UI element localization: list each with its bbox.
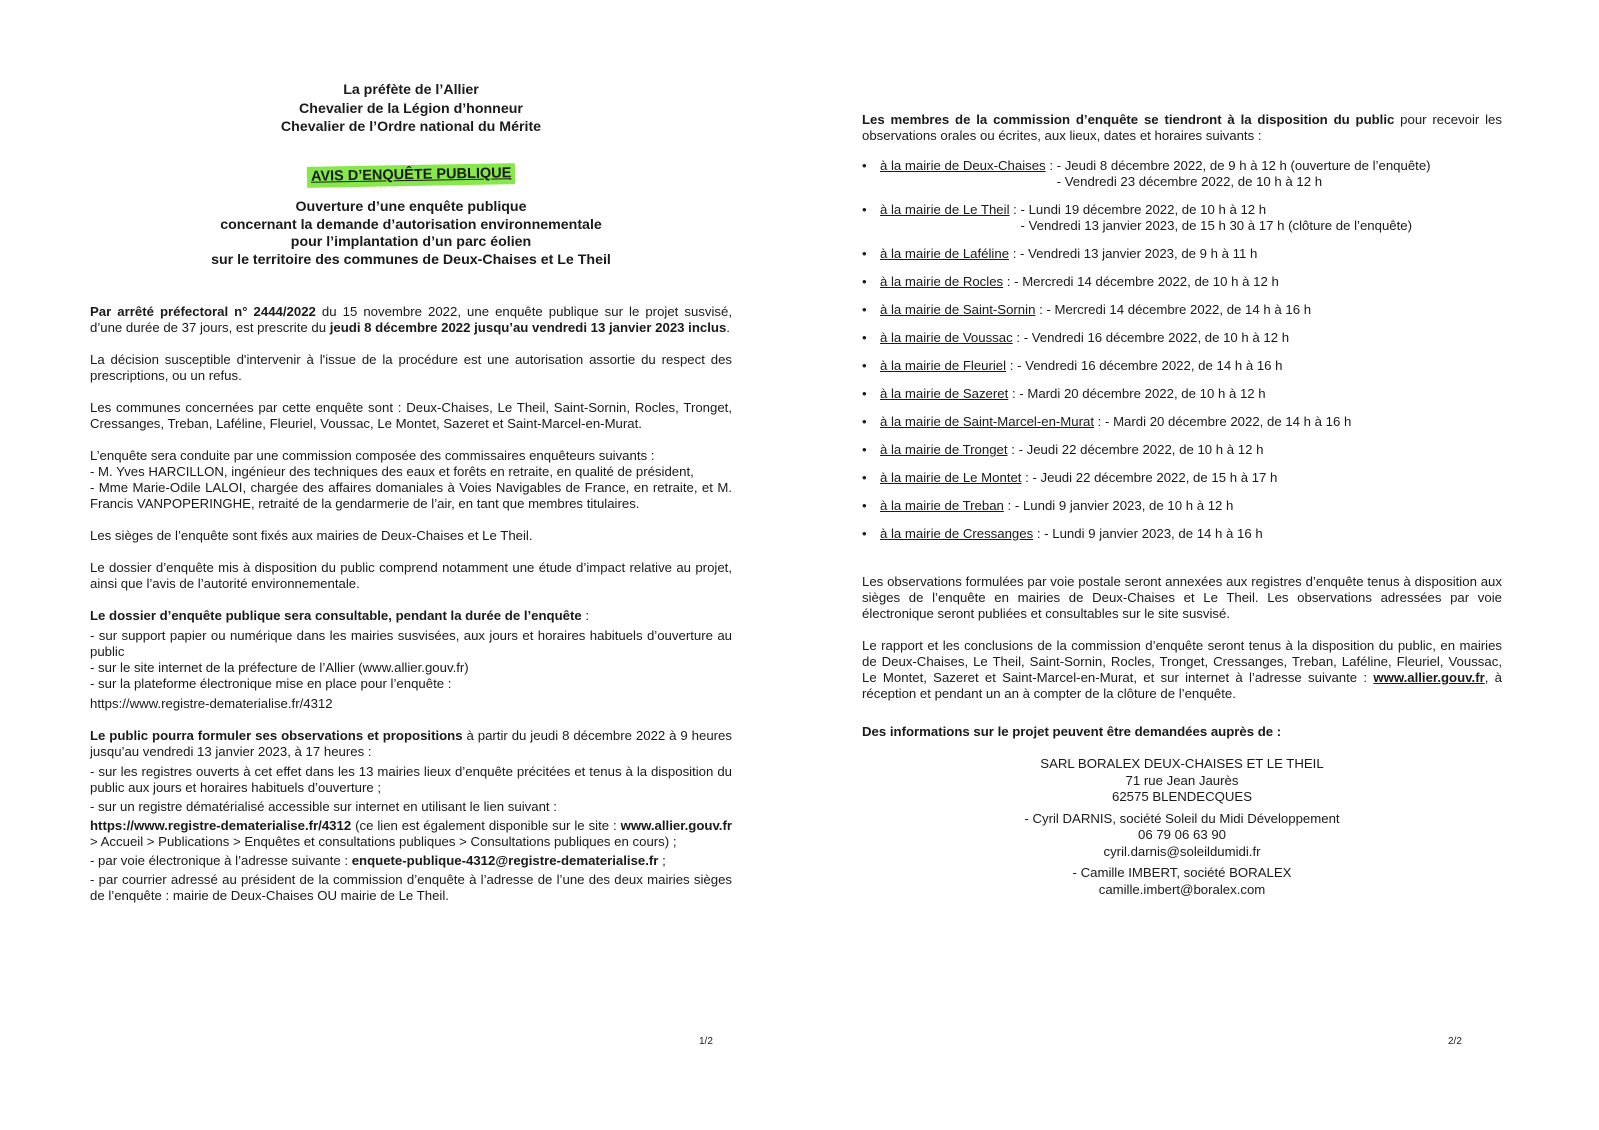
schedule-separator: :	[1012, 330, 1024, 345]
schedule-slot: - Lundi 9 janvier 2023, de 10 h à 12 h	[1014, 498, 1234, 513]
schedule-mairie: à la mairie de Tronget	[880, 442, 1008, 457]
bullet-icon: •	[862, 414, 867, 429]
allier-link[interactable]: www.allier.gouv.fr	[620, 818, 732, 833]
bullet-icon: •	[862, 470, 867, 485]
issuer-header	[90, 81, 732, 136]
contact-email[interactable]: camille.imbert@boralex.com	[1098, 881, 1266, 897]
public-item-text: (ce lien est également disponible sur le site :	[351, 818, 621, 833]
contact-line: - Cyril DARNIS, société Soleil du Midi Développement	[1024, 810, 1340, 826]
bullet-icon: •	[862, 498, 867, 513]
consult-link[interactable]: https://www.registre-dematerialise.fr/4312	[90, 696, 333, 711]
public-item: - sur un registre dématérialisé accessible sur internet en utilisant le lien suivant :	[90, 799, 557, 814]
schedule-row	[862, 414, 1502, 430]
schedule-slots	[1020, 246, 1257, 262]
rapport-text: , à réception et pendant un an à compter de la clôture de l’enquête.	[862, 670, 1502, 701]
bullet-icon: •	[862, 386, 867, 401]
avis-title: AVIS D’ENQUÊTE PUBLIQUE	[307, 163, 516, 188]
schedule-row	[862, 202, 1502, 234]
public-item-text: - par voie électronique à l’adresse suivante :	[90, 853, 352, 868]
schedule-row	[862, 158, 1502, 190]
bullet-icon: •	[862, 158, 867, 173]
subtitle-line: sur le territoire des communes de Deux-Chaises et Le Theil	[211, 251, 611, 268]
decision-paragraph: La décision susceptible d'intervenir à l'issue de la procédure est une autorisation assortie du respect des prescriptions, ou un refus.	[90, 352, 732, 383]
page-number: 1/2	[699, 1036, 713, 1047]
schedule-mairie: à la mairie de Voussac	[880, 330, 1013, 345]
schedule-slots	[1017, 358, 1282, 374]
rapport-paragraph	[862, 638, 1502, 702]
page-number: 2/2	[1448, 1036, 1462, 1047]
dossier-paragraph: Le dossier d’enquête mis à disposition du public comprend notamment une étude d’impact relative au projet, ainsi que l’avis de l’autorité environnementale.	[90, 560, 732, 591]
subtitle-line: Ouverture d’une enquête publique	[295, 199, 527, 215]
consult-heading-tail: :	[581, 608, 590, 623]
schedule-slot: - Mardi 20 décembre 2022, de 10 h à 12 h	[1019, 386, 1266, 401]
schedule-separator: :	[1008, 386, 1020, 401]
schedule-slot: - Vendredi 13 janvier 2023, de 9 h à 11 h	[1020, 246, 1258, 261]
arrete-dates: jeudi 8 décembre 2022 jusqu’au vendredi 13 janvier 2023 inclus	[329, 320, 727, 335]
rapport-text: Le rapport et les conclusions de la commission d’enquête seront tenus à la disposition du public, en mairies de Deux-Chaises, Le Theil, Saint-Sornin, Rocles, Tronget, Cressanges, Treban, Laféline, Fleuriel, Voussac, Le Montet, Sazeret et Saint-Marcel-en-Murat, et sur internet à l’adresse suivante :	[862, 638, 1502, 685]
bullet-icon: •	[862, 358, 867, 373]
schedule-slot: - Jeudi 22 décembre 2022, de 10 h à 12 h	[1018, 442, 1264, 457]
bullet-icon: •	[862, 274, 867, 289]
schedule-row	[862, 358, 1502, 374]
bullet-icon: •	[862, 330, 867, 345]
schedule-mairie: à la mairie de Rocles	[880, 274, 1004, 289]
header-line: Chevalier de la Légion d’honneur	[299, 101, 523, 117]
schedule-mairie: à la mairie de Cressanges	[880, 526, 1034, 541]
schedule-row	[862, 302, 1502, 318]
sieges-paragraph: Les sièges de l’enquête sont fixés aux mairies de Deux-Chaises et Le Theil.	[90, 528, 533, 543]
schedule-separator: :	[1009, 246, 1021, 261]
public-item-email	[90, 853, 732, 869]
company-line: 71 rue Jean Jaurès	[1125, 772, 1239, 788]
schedule-row	[862, 274, 1502, 290]
schedule-mairie: à la mairie de Le Montet	[880, 470, 1022, 485]
schedule-slots	[1044, 526, 1263, 542]
public-item-text: ;	[658, 853, 666, 868]
schedule-slots	[1057, 158, 1431, 190]
schedule-row	[862, 442, 1502, 458]
schedule-mairie: à la mairie de Laféline	[880, 246, 1010, 261]
schedule-slot: - Lundi 9 janvier 2023, de 14 h à 16 h	[1044, 526, 1263, 541]
page-1	[90, 0, 732, 904]
company-line: 62575 BLENDECQUES	[1111, 789, 1252, 804]
rapport-link[interactable]: www.allier.gouv.fr	[1373, 670, 1485, 685]
schedule-separator: :	[1035, 302, 1047, 317]
consult-item: - sur support papier ou numérique dans les mairies susvisées, aux jours et horaires habituels d’ouverture au public	[90, 628, 732, 659]
schedule-mairie: à la mairie de Fleuriel	[880, 358, 1007, 373]
company-line: SARL BORALEX DEUX-CHAISES ET LE THEIL	[1040, 756, 1324, 771]
arrete-end: .	[726, 320, 730, 335]
schedule-separator: :	[1045, 158, 1057, 173]
info-title: Des informations sur le projet peuvent être demandées auprès de :	[862, 724, 1282, 739]
communes-paragraph: Les communes concernées par cette enquête sont : Deux-Chaises, Le Theil, Saint-Sornin, Rocles, Tronget, Cressanges, Treban, Laféline, Fleuriel, Voussac, Le Montet, Sazeret et Saint-Marcel-en-Murat.	[90, 400, 732, 431]
schedule-row	[862, 498, 1502, 514]
schedule-slot: - Lundi 19 décembre 2022, de 10 h à 12 h	[1020, 202, 1267, 217]
commission-member-2: - Mme Marie-Odile LALOI, chargée des affaires domaniales à Voies Navigables de France, en retraite, et M. Francis VANPOPERINGHE, retraité de la gendarmerie de l’air, en tant que membres titulaires.	[90, 480, 732, 511]
schedule-slot: - Jeudi 22 décembre 2022, de 15 h à 17 h	[1032, 470, 1278, 485]
schedule-list	[862, 158, 1502, 542]
schedule-slot: - Jeudi 8 décembre 2022, de 9 h à 12 h (ouverture de l’enquête)	[1056, 158, 1431, 173]
schedule-row	[862, 246, 1502, 262]
schedule-separator: :	[1003, 274, 1015, 289]
schedule-intro-bold: Les membres de la commission d’enquête se tiendront à la disposition du public	[862, 112, 1395, 127]
registre-email[interactable]: enquete-publique-4312@registre-dematerialise.fr	[351, 853, 659, 868]
schedule-slot: - Vendredi 13 janvier 2023, de 15 h 30 à 17 h (clôture de l’enquête)	[1020, 218, 1413, 233]
schedule-slots	[1014, 274, 1279, 290]
schedule-slots	[1032, 470, 1277, 486]
commission-intro: L’enquête sera conduite par une commission composée des commissaires enquêteurs suivants :	[90, 448, 655, 463]
consult-heading	[90, 608, 732, 624]
consult-item: - sur le site internet de la préfecture de l’Allier (www.allier.gouv.fr)	[90, 660, 469, 675]
schedule-mairie: à la mairie de Le Theil	[880, 202, 1010, 217]
public-heading	[90, 728, 732, 760]
schedule-slots	[1021, 202, 1413, 234]
schedule-mairie: à la mairie de Deux-Chaises	[880, 158, 1046, 173]
schedule-slots	[1019, 386, 1265, 402]
contact-imbert	[862, 865, 1502, 898]
schedule-slot: - Vendredi 16 décembre 2022, de 10 h à 12 h	[1023, 330, 1290, 345]
schedule-mairie: à la mairie de Sazeret	[880, 386, 1009, 401]
registre-link[interactable]: https://www.registre-dematerialise.fr/4312	[90, 818, 352, 833]
public-heading-tail: à partir du jeudi 8 décembre 2022 à 9 heures jusqu’au vendredi 13 janvier 2023, à 17 heures :	[90, 728, 732, 759]
schedule-separator: :	[1094, 414, 1106, 429]
subtitle-line: concernant la demande d’autorisation environnementale	[220, 216, 602, 233]
public-item-text: > Accueil > Publications > Enquêtes et consultations publiques > Consultations publiques en cours) ;	[90, 834, 677, 849]
contact-darnis	[862, 811, 1502, 861]
bullet-icon: •	[862, 302, 867, 317]
schedule-separator: :	[1021, 470, 1033, 485]
schedule-slots	[1105, 414, 1351, 430]
schedule-row	[862, 526, 1502, 542]
arrete-ref: Par arrêté préfectoral n° 2444/2022	[90, 304, 316, 319]
avis-title-wrap	[90, 165, 732, 186]
schedule-row	[862, 470, 1502, 486]
contact-line: 06 79 06 63 90	[1138, 827, 1226, 842]
bullet-icon: •	[862, 202, 867, 217]
bullet-icon: •	[862, 246, 867, 261]
public-heading-bold: Le public pourra formuler ses observations et propositions	[90, 728, 463, 743]
schedule-separator: :	[1033, 526, 1045, 541]
commission-member-1: - M. Yves HARCILLON, ingénieur des techniques des eaux et forêts en retraite, en qualité de président,	[90, 464, 694, 479]
schedule-mairie: à la mairie de Treban	[880, 498, 1004, 513]
schedule-mairie: à la mairie de Saint-Sornin	[880, 302, 1036, 317]
schedule-separator: :	[1003, 498, 1015, 513]
schedule-slot: - Vendredi 16 décembre 2022, de 14 h à 16 h	[1017, 358, 1283, 373]
schedule-slot: - Vendredi 23 décembre 2022, de 10 h à 12 h	[1056, 174, 1323, 189]
company-block	[862, 756, 1502, 806]
consult-heading-bold: Le dossier d’enquête publique sera consultable, pendant la durée de l’enquête	[90, 608, 582, 623]
header-line: Chevalier de l’Ordre national du Mérite	[280, 119, 542, 135]
contact-line: - Camille IMBERT, société BORALEX	[1072, 865, 1292, 880]
postal-paragraph: Les observations formulées par voie postale seront annexées aux registres d’enquête tenus à disposition aux sièges de l’enquête en mairies de Deux-Chaises et Le Theil. Les observations adressées par voie électronique seront publiées et consultables sur le site susvisé.	[862, 574, 1502, 621]
schedule-separator: :	[1007, 442, 1019, 457]
header-line: La préfète de l’Allier	[343, 82, 479, 98]
schedule-slot: - Mardi 20 décembre 2022, de 14 h à 16 h	[1105, 414, 1352, 429]
schedule-row	[862, 330, 1502, 346]
arrete-paragraph	[90, 304, 732, 336]
schedule-slot: - Mercredi 14 décembre 2022, de 10 h à 12 h	[1014, 274, 1279, 289]
bullet-icon: •	[862, 442, 867, 457]
schedule-separator: :	[1006, 358, 1018, 373]
schedule-slots	[1046, 302, 1311, 318]
public-item: - par courrier adressé au président de la commission d’enquête à l’adresse de l’une des deux mairies sièges de l’enquête : mairie de Deux-Chaises OU mairie de Le Theil.	[90, 872, 732, 903]
contact-email[interactable]: cyril.darnis@soleildumidi.fr	[1103, 843, 1261, 859]
page-2	[862, 0, 1502, 898]
bullet-icon: •	[862, 526, 867, 541]
arrete-text: du 15 novembre 2022, une enquête publique sur le projet susvisé, d’une durée de 37 jours, est prescrite du	[90, 304, 732, 335]
public-item: - sur les registres ouverts à cet effet dans les 13 mairies lieux d’enquête précitées et tenus à la disposition du public aux jours et horaires habituels d’ouverture ;	[90, 764, 732, 795]
public-item-link	[90, 818, 732, 850]
subtitle	[90, 199, 732, 269]
schedule-intro-tail: pour recevoir les observations orales ou écrites, aux lieux, dates et horaires suivants :	[862, 112, 1502, 143]
schedule-separator: :	[1009, 202, 1021, 217]
schedule-mairie: à la mairie de Saint-Marcel-en-Murat	[880, 414, 1095, 429]
schedule-row	[862, 386, 1502, 402]
consult-item: - sur la plateforme électronique mise en place pour l’enquête :	[90, 676, 452, 691]
schedule-slots	[1024, 330, 1289, 346]
schedule-slots	[1019, 442, 1264, 458]
subtitle-line: pour l’implantation d’un parc éolien	[290, 234, 532, 250]
schedule-intro	[862, 112, 1502, 144]
schedule-slot: - Mercredi 14 décembre 2022, de 14 h à 16 h	[1046, 302, 1312, 317]
schedule-slots	[1015, 498, 1234, 514]
